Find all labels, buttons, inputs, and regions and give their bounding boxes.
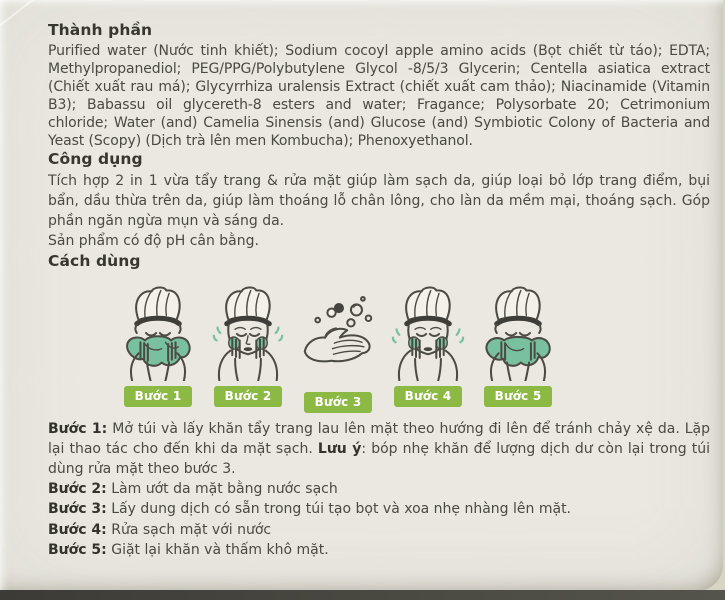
step-badge: Bước 3	[304, 392, 373, 413]
step-badge: Bước 4	[394, 386, 463, 407]
step-3-label: Bước 3:	[48, 501, 107, 518]
ph-balance-note: Sản phẩm có độ pH cân bằng.	[48, 232, 259, 249]
step-5-text: Bước 5: Giặt lại khăn và thấm khô mặt.	[48, 541, 329, 558]
uses-heading: Công dụng	[48, 150, 143, 169]
step-2-text: Bước 2: Làm ướt da mặt bằng nước sạch	[48, 481, 338, 498]
step-5-figure	[476, 283, 560, 407]
step-2-figure	[206, 283, 290, 407]
step-2-label: Bước 2:	[48, 481, 107, 498]
step-badge: Bước 5	[484, 386, 553, 407]
step-1-figure	[116, 283, 200, 407]
step-5-label: Bước 5:	[48, 541, 107, 558]
lather-hands-icon	[296, 285, 380, 381]
step-1-note-label: Lưu ý	[317, 440, 362, 457]
rinse-face-icon	[386, 285, 470, 381]
step-4-figure	[386, 283, 470, 407]
uses-text: Tích hợp 2 in 1 vừa tẩy trang & rửa mặt giúp làm sạch da, giúp loại bỏ lớp trang điểm, bụi bẩn, dầu thừa trên da, giúp làm thoáng lỗ chân lông, cho làn da mềm mại, thoáng sạch. Góp phần ngăn ngừa mụn và sáng da.	[48, 173, 710, 230]
wipe-face-with-towel-icon	[116, 285, 200, 381]
step-3-text: Bước 3: Lấy dung dịch có sẵn trong túi tạo bọt và xoa nhẹ nhàng lên mặt.	[48, 501, 572, 518]
usage-steps-illustrations	[116, 283, 560, 407]
box-bottom-edge-shadow	[0, 590, 725, 600]
step-1-label: Bước 1:	[48, 420, 108, 437]
step-badge: Bước 2	[214, 386, 283, 407]
step-instructions	[48, 419, 710, 560]
directions-heading: Cách dùng	[48, 251, 141, 270]
step-4-text: Bước 4: Rửa sạch mặt với nước	[48, 521, 272, 538]
step-4-label: Bước 4:	[48, 521, 107, 538]
step-badge: Bước 1	[124, 386, 193, 407]
wet-face-icon	[206, 285, 290, 381]
ingredients-heading: Thành phần	[48, 21, 153, 39]
dry-face-with-towel-icon	[476, 285, 560, 381]
step-1-text: Bước 1: Mở túi và lấy khăn tẩy trang lau lên mặt theo hướng đi lên để tránh chảy xệ da. Lặp lại thao tác cho đến khi da mặt sạch. Lưu ý: bóp nhẹ khăn để lượng dịch dư còn lại trong túi dùng rửa mặt theo bước 3.	[48, 420, 710, 478]
ingredients-text: Purified water (Nước tinh khiết); Sodium cocoyl apple amino acids (Bọt chiết từ táo); EDTA; Methylpropanediol; PEG/PPG/Polybutylene Glycol -8/5/3 Glycerin; Centella asiatica extract (Chiết xuất rau má); Glycyrrhiza uralensis Extract (chiết xuất cam thảo); Niacinamide (Vitamin B3); Babassu oil glycereth-8 esters and water; Fragance; Polysorbate 20; Cetrimonium chloride; Water (and) Camelia Sinensis (and) Glucose (and) Symbiotic Colony of Bacteria and Yeast (Scopy) (Dịch trà lên men Kombucha); Phenoxyethanol.	[48, 43, 710, 149]
step-3-figure	[296, 283, 380, 407]
